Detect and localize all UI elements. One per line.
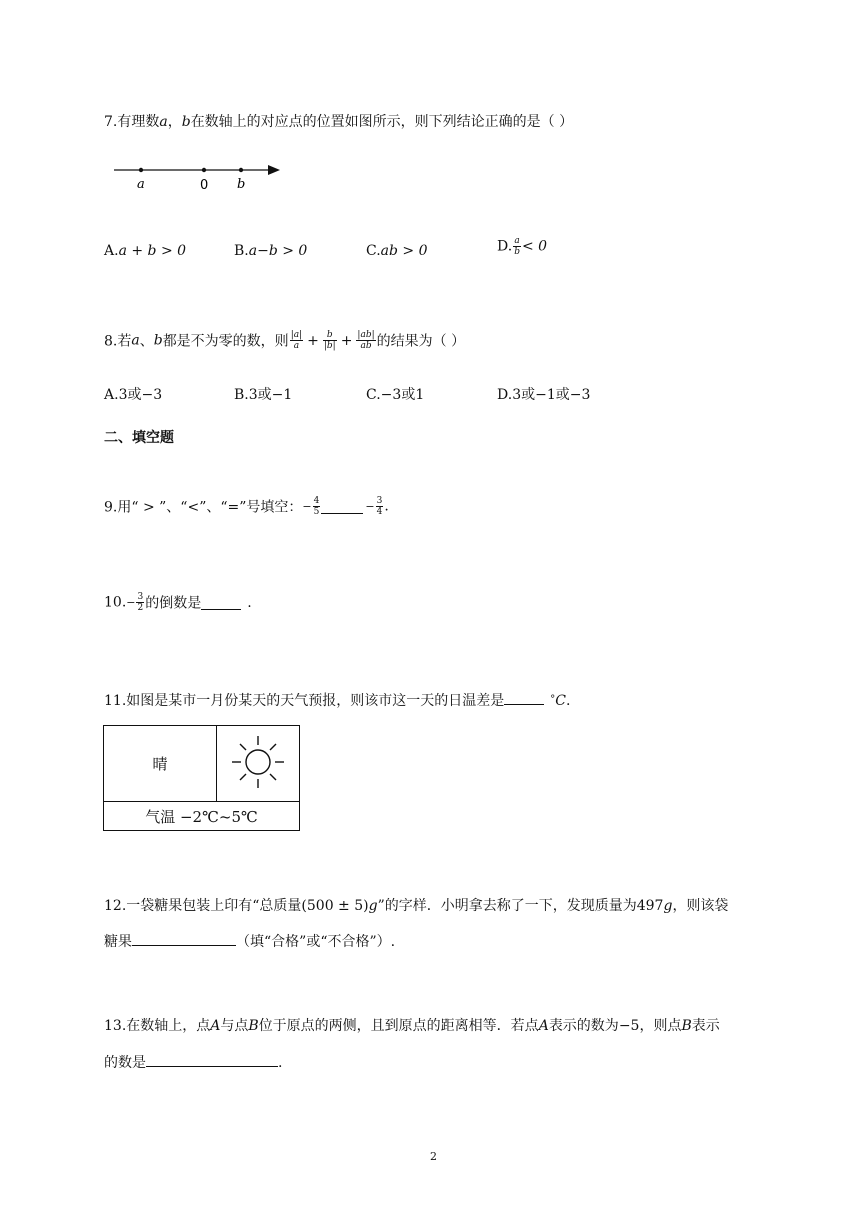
fraction-4-5: $\frac{4}{5}$ [313, 496, 320, 517]
point-zero-dot [202, 168, 206, 172]
q12-answer-blank[interactable] [132, 931, 236, 946]
q8-stem: 8.若a、b都是不为零的数，则 $\frac{|a|}{a}$ + $\frac{b}{|b|}$ + $\frac{|ab|}{ab}$ 的结果为（ ） [104, 330, 466, 351]
section-heading-fill-in: 二、填空题 [104, 430, 174, 446]
weather-icon-cell [217, 726, 300, 802]
fraction-abs-a-over-a: $\frac{|a|}{a}$ [290, 330, 303, 351]
fraction-a-over-b: $\frac{a}{b}$ [514, 236, 520, 257]
label-b: b [237, 177, 246, 192]
page-number: 2 [430, 1150, 437, 1163]
q8-option-a[interactable]: A.3或−3 [104, 387, 163, 403]
q10-answer-blank[interactable] [201, 595, 241, 610]
fraction-abs-ab-over-ab: $\frac{|ab|}{ab}$ [357, 330, 375, 351]
point-a-dot [139, 168, 143, 172]
q8-option-b[interactable]: B.3或−1 [234, 387, 293, 403]
q13-answer-blank[interactable] [146, 1052, 278, 1067]
q7-option-b[interactable]: B.a−b > 0 [234, 243, 308, 259]
temperature-range-cell: 气温 −2℃~5℃ [104, 802, 300, 831]
fraction-3-4: $\frac{3}{4}$ [376, 496, 383, 517]
point-b-dot [239, 168, 243, 172]
q7-stem: 7.有理数a，b在数轴上的对应点的位置如图所示，则下列结论正确的是（ ） [104, 114, 574, 130]
weather-forecast-table [103, 725, 300, 831]
q11-answer-blank[interactable] [504, 690, 544, 705]
q9-stem: 9.用“ > ”、“<”、“=”号填空：− $\frac{4}{5}$ − $\frac{3}{4}$ . [104, 496, 389, 517]
q10-stem: 10.− $\frac{3}{2}$ 的倒数是 . [104, 592, 252, 613]
sun-icon [228, 732, 288, 792]
q7-option-a[interactable]: A.a + b > 0 [104, 243, 187, 259]
number-line-figure [108, 160, 288, 196]
weather-condition-cell: 晴 [104, 726, 217, 802]
q12-stem-line2: 糖果 （填“合格”或“不合格”）. [104, 931, 395, 952]
q8-option-d[interactable]: D.3或−1或−3 [497, 387, 591, 403]
label-a: a [137, 177, 145, 192]
q11-stem: 11.如图是某市一月份某天的天气预报，则该市这一天的日温差是 °C. [104, 690, 570, 711]
q13-stem-line1: 13.在数轴上，点A与点B位于原点的两侧，且到原点的距离相等．若点A表示的数为−5，则点B表示 [104, 1018, 720, 1034]
number-line-arrow [268, 165, 280, 175]
q12-stem-line1: 12.一袋糖果包装上印有“总质量(500 ± 5)g”的字样．小明拿去称了一下，发现质量为497g，则该袋 [104, 898, 729, 914]
q7-option-c[interactable]: C.ab > 0 [366, 243, 428, 259]
fraction-3-2: $\frac{3}{2}$ [137, 592, 144, 613]
q9-answer-blank[interactable] [321, 499, 363, 514]
q8-option-c[interactable]: C.−3或1 [366, 387, 425, 403]
fraction-b-over-abs-b: $\frac{b}{|b|}$ [323, 330, 336, 351]
q7-option-d[interactable]: D. $\frac{a}{b}$ < 0 [497, 236, 548, 257]
label-zero: 0 [200, 178, 209, 193]
q13-stem-line2: 的数是 . [104, 1052, 282, 1073]
